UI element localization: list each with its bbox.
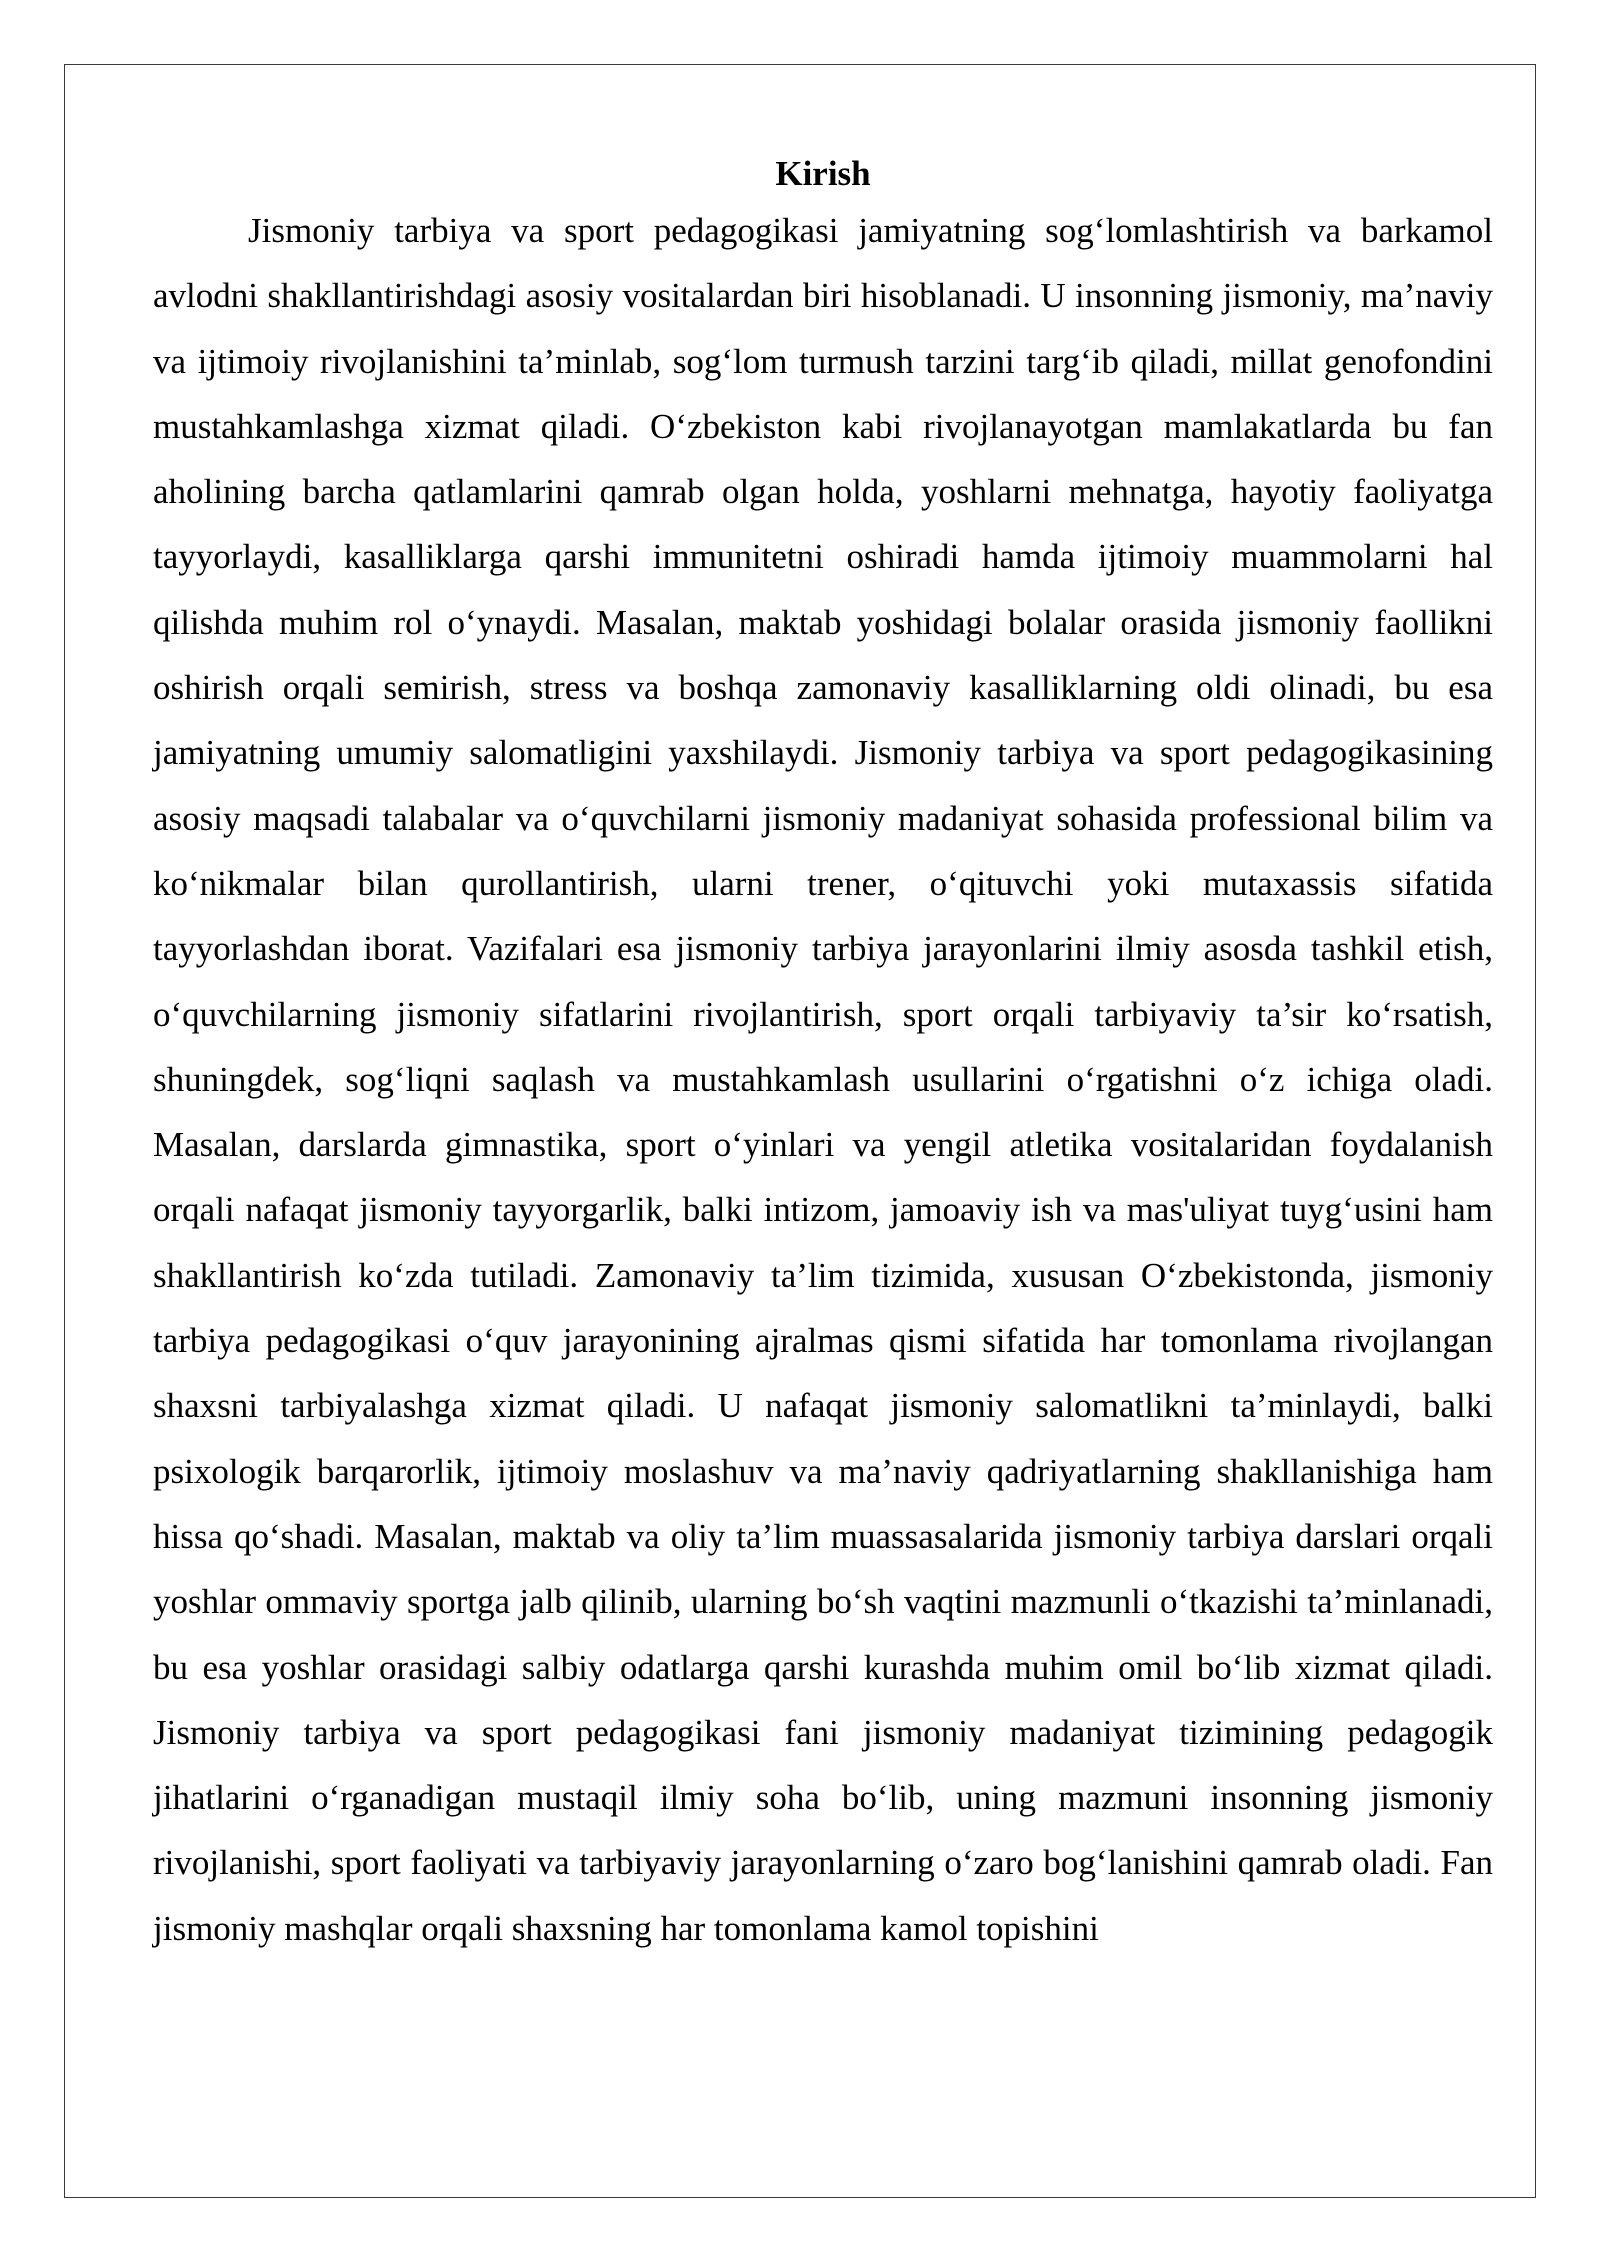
body-paragraph: Jismoniy tarbiya va sport pedagogikasi jamiyatning sog‘lomlashtirish va barkamol avlodni shakllantirishdagi asosiy vositalardan biri hisoblanadi. U insonning jismoniy, ma’naviy va ijtimoiy rivojlanishini ta’minlab, sog‘lom turmush tarzini targ‘ib qiladi, millat genofondini mustahkamlashga xizmat qiladi. O‘zbekiston kabi rivojlanayotgan mamlakatlarda bu fan aholining barcha qatlamlarini qamrab olgan holda, yoshlarni mehnatga, hayotiy faoliyatga tayyorlaydi, kasalliklarga qarshi immunitetni oshiradi hamda ijtimoiy muammolarni hal qilishda muhim rol o‘ynaydi. Masalan, maktab yoshidagi bolalar orasida jismoniy faollikni oshirish orqali semirish, stress va boshqa zamonaviy kasalliklarning oldi olinadi, bu esa jamiyatning umumiy salomatligini yaxshilaydi. Jismoniy tarbiya va sport pedagogikasining asosiy maqsadi talabalar va o‘quvchilarni jismoniy madaniyat sohasida professional bilim va ko‘nikmalar bilan qurollantirish, ularni trener, o‘qituvchi yoki mutaxassis sifatida tayyorlashdan iborat. Vazifalari esa jismoniy tarbiya jarayonlarini ilmiy asosda tashkil etish, o‘quvchilarning jismoniy sifatlarini rivojlantirish, sport orqali tarbiyaviy ta’sir ko‘rsatish, shuningdek, sog‘liqni saqlash va mustahkamlash usullarini o‘rgatishni o‘z ichiga oladi. Masalan, darslarda gimnastika, sport o‘yinlari va yengil atletika vositalaridan foydalanish orqali nafaqat jismoniy tayyorgarlik, balki intizom, jamoaviy ish va mas'uliyat tuyg‘usini ham shakllantirish ko‘zda tutiladi. Zamonaviy ta’lim tizimida, xususan O‘zbekistonda, jismoniy tarbiya pedagogikasi o‘quv jarayonining ajralmas qismi sifatida har tomonlama rivojlangan shaxsni tarbiyalashga xizmat qiladi. U nafaqat jismoniy salomatlikni ta’minlaydi, balki psixologik barqarorlik, ijtimoiy moslashuv va ma’naviy qadriyatlarning shakllanishiga ham hissa qo‘shadi. Masalan, maktab va oliy ta’lim muassasalarida jismoniy tarbiya darslari orqali yoshlar ommaviy sportga jalb qilinib, ularning bo‘sh vaqtini mazmunli o‘tkazishi ta’minlanadi, bu esa yoshlar orasidagi salbiy odatlarga qarshi kurashda muhim omil bo‘lib xizmat qiladi. Jismoniy tarbiya va sport pedagogikasi fani jismoniy madaniyat tizimining pedagogik jihatlarini o‘rganadigan mustaqil ilmiy soha bo‘lib, uning mazmuni insonning jismoniy rivojlanishi, sport faoliyati va tarbiyaviy jarayonlarning o‘zaro bog‘lanishini qamrab oladi. Fan jismoniy mashqlar orqali shaxsning har tomonlama kamol topishini — [153, 211, 1493, 1948]
document-content — [153, 150, 1493, 1961]
document-title: Kirish — [775, 154, 871, 193]
